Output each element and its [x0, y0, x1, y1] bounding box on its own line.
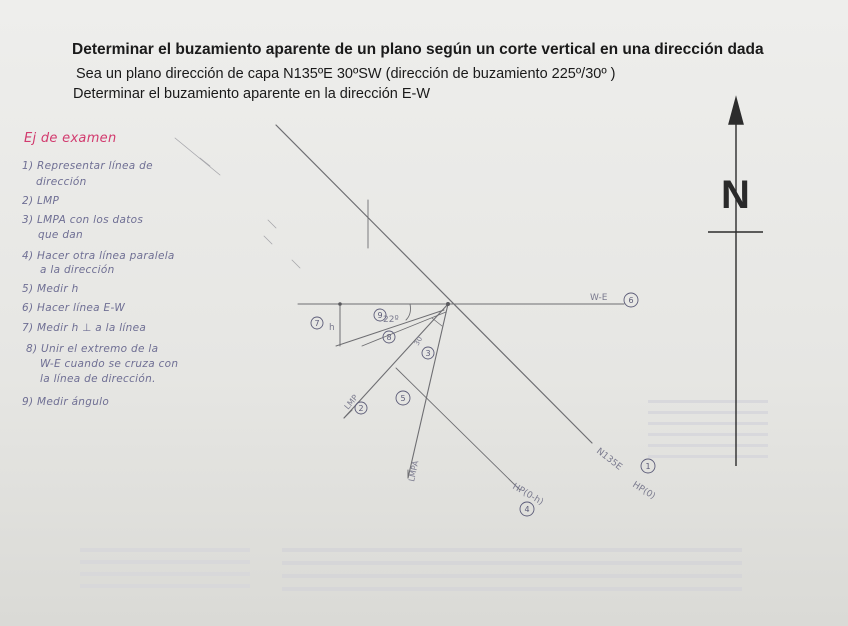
angle-arc	[406, 304, 411, 320]
notes-title: Ej de examen	[24, 131, 117, 146]
step-circle-2-label: 2	[358, 404, 364, 413]
h-label: h	[329, 323, 335, 333]
step-circle-1-label: 1	[645, 462, 651, 471]
note-step-8-cont: W-E cuando se cruza con	[40, 358, 179, 370]
intersection-point	[446, 302, 450, 306]
note-step-8-cont2: la línea de dirección.	[40, 373, 156, 385]
note-step-8: 8) Unir el extremo de la	[26, 343, 159, 355]
exercise-title: Determinar el buzamiento aparente de un plano según un corte vertical en una dirección dada	[72, 41, 764, 58]
note-step-9: 9) Medir ángulo	[22, 396, 110, 408]
note-step-3: 3) LMPA con los datos	[22, 214, 144, 226]
step-circle-3-label: 3	[425, 349, 431, 358]
guide-line	[268, 220, 276, 228]
strike-label: N135E	[594, 446, 624, 473]
lmpa-label: LMPA	[407, 459, 421, 483]
guide-line	[175, 138, 220, 175]
north-label: N	[721, 173, 750, 217]
guide-line	[292, 260, 300, 268]
exercise-question: Determinar el buzamiento aparente en la dirección E-W	[73, 86, 431, 102]
exercise-statement: Sea un plano dirección de capa N135ºE 30ºSW (dirección de buzamiento 225º/30º )	[76, 66, 616, 82]
step-circle-8-label: 8	[386, 333, 392, 342]
hp0h-label: HP(0-h)	[510, 481, 545, 508]
note-step-4: 4) Hacer otra línea paralela	[22, 250, 175, 262]
step-circle-4-label: 4	[524, 505, 530, 514]
step-circle-7-label: 7	[314, 319, 320, 328]
north-arrow	[708, 98, 763, 466]
hp0-label: HP(0)	[630, 480, 657, 502]
step-circle-5-label: 5	[400, 394, 406, 403]
we-label: W-E	[590, 293, 608, 303]
note-step-4-cont: a la dirección	[40, 264, 115, 276]
step-circle-6-label: 6	[628, 296, 634, 305]
note-step-3-cont: que dan	[38, 229, 83, 241]
note-step-1: 1) Representar línea de	[22, 160, 153, 172]
note-step-7: 7) Medir h ⊥ a la línea	[22, 322, 147, 334]
step-circle-9-label: 9	[377, 311, 383, 320]
note-step-6: 6) Hacer línea E-W	[22, 302, 126, 314]
note-step-1-cont: dirección	[36, 176, 87, 188]
lmpa-tick	[432, 318, 442, 326]
note-step-5: 5) Medir h	[22, 283, 79, 295]
angle-value-label: 22º	[383, 315, 399, 325]
note-step-2: 2) LMP	[22, 195, 60, 207]
lmp-label: LMP	[342, 393, 360, 412]
angle-30-label: 30	[412, 335, 425, 347]
construction-point	[338, 302, 342, 306]
lmpa-line	[408, 304, 448, 478]
guide-line	[264, 236, 272, 244]
guide-line	[200, 158, 210, 166]
strike-line	[276, 125, 592, 443]
